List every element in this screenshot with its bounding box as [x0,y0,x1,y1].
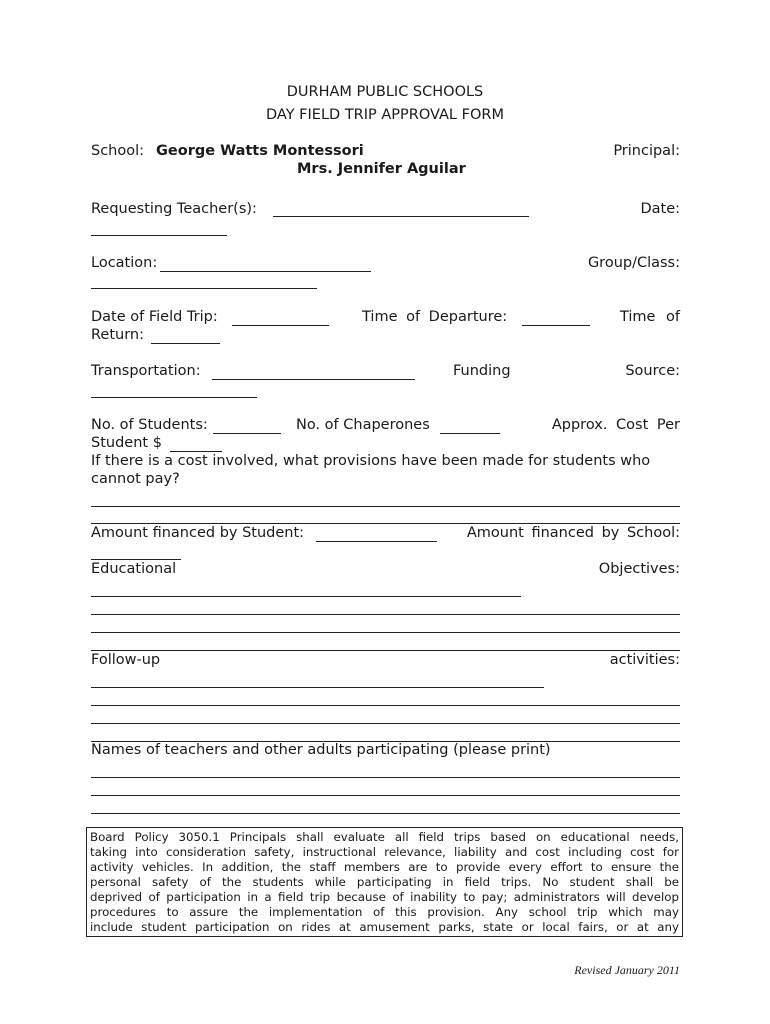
policy-line: deprived of participation in a field trip because of inability to pay; administrators will develop [90,890,679,904]
date-field[interactable] [91,235,227,236]
activities-line-1[interactable] [91,687,544,688]
activities-line-2[interactable] [91,705,680,706]
group-class-label: Group/Class: [587,255,680,271]
cost-question-line2: cannot pay? [91,471,180,487]
student-dollar-label: Student $ [91,435,162,451]
activities-label: activities: [609,652,680,668]
amount-school-field[interactable] [91,559,181,560]
board-policy-box [86,827,683,937]
form-title-line2: DAY FIELD TRIP APPROVAL FORM [266,107,504,123]
objectives-line-1[interactable] [91,596,521,597]
time-of-return-label-a: Time of [619,309,680,325]
transportation-label: Transportation: [91,363,201,379]
objectives-line-2[interactable] [91,614,680,615]
source-label: Source: [625,363,680,379]
amount-school-label: Amount financed by School: [466,525,680,541]
policy-line: include student participation on rides at amusement parks, state or local fairs, or at any [90,920,679,934]
amount-student-field[interactable] [316,541,437,542]
time-of-return-field[interactable] [151,343,220,344]
cost-question-line1: If there is a cost involved, what provisions have been made for students who [91,453,651,469]
no-students-field[interactable] [213,433,281,434]
cost-provision-line-1[interactable] [91,506,680,507]
cost-per-student-field[interactable] [170,451,222,452]
names-label: Names of teachers and other adults participating (please print) [91,742,551,758]
school-value: George Watts Montessori [156,143,364,159]
names-line-2[interactable] [91,795,680,796]
location-field[interactable] [160,271,371,272]
revised-date: Revised January 2011 [574,963,680,977]
policy-line: Board Policy 3050.1 Principals shall evaluate all field trips based on educational needs, [90,830,679,844]
objectives-line-3[interactable] [91,632,680,633]
group-class-field[interactable] [91,288,317,289]
objectives-label: Objectives: [598,561,680,577]
names-line-3[interactable] [91,813,680,814]
approx-cost-label: Approx. Cost Per [551,417,680,433]
principal-value: Mrs. Jennifer Aguilar [297,161,466,177]
amount-student-label: Amount financed by Student: [91,525,305,541]
objectives-line-4[interactable] [91,650,680,651]
school-label: School: [91,143,145,159]
activities-line-3[interactable] [91,723,680,724]
policy-line: taking into consideration safety, instructional relevance, liability and cost including cost for [90,845,679,859]
time-of-departure-field[interactable] [522,325,590,326]
no-chaperones-field[interactable] [440,433,500,434]
transportation-field[interactable] [212,379,415,380]
cost-provision-line-2[interactable] [91,523,680,524]
policy-line: personal safety of the students while participating in field trips. No student shall be [90,875,679,889]
requesting-teacher-field[interactable] [273,216,529,217]
requesting-teacher-label: Requesting Teacher(s): [91,201,257,217]
no-chaperones-label: No. of Chaperones [296,417,430,433]
time-of-return-label-b: Return: [91,327,145,343]
educational-label: Educational [91,561,177,577]
location-label: Location: [91,255,158,271]
no-students-label: No. of Students: [91,417,208,433]
date-of-trip-field[interactable] [232,325,329,326]
policy-line: activity vehicles. In addition, the staff members are to provide every effort to ensure the [90,860,679,874]
date-of-trip-label: Date of Field Trip: [91,309,218,325]
names-line-1[interactable] [91,777,680,778]
time-of-departure-label: Time of Departure: [362,309,508,325]
date-label: Date: [640,201,680,217]
form-title-line1: DURHAM PUBLIC SCHOOLS [286,84,484,100]
policy-line: procedures to assure the implementation of this provision. Any school trip which may [90,905,679,919]
followup-label: Follow-up [91,652,161,668]
principal-label: Principal: [613,143,680,159]
funding-label: Funding [453,363,511,379]
funding-source-field[interactable] [91,397,257,398]
